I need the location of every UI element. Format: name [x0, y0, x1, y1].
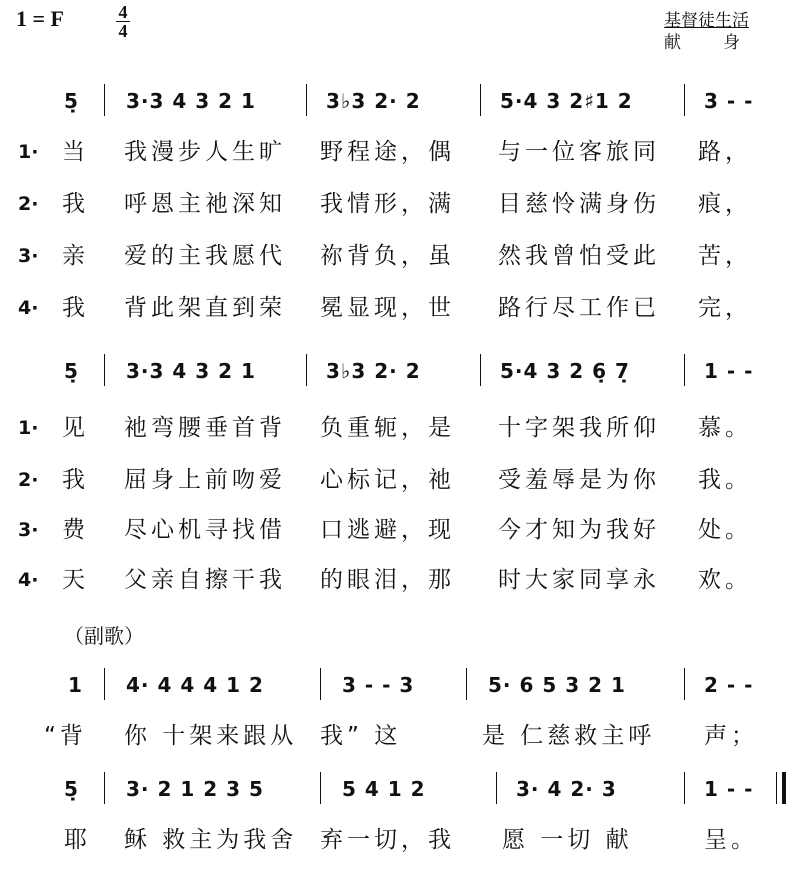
lyric-seg: 路， — [698, 139, 752, 165]
barline — [684, 84, 685, 116]
verse-number: 1· — [18, 141, 39, 163]
lyric-row — [0, 236, 801, 276]
song-title — [664, 32, 749, 54]
time-signature — [116, 4, 130, 39]
lyric-seg: 是 仁慈救主呼 — [482, 723, 656, 749]
lyric-seg: 受羞辱是为你 — [498, 467, 660, 493]
lyric-seg: 路行尽工作已 — [498, 295, 660, 321]
lyric-seg: 今才知为我好 — [498, 517, 660, 543]
lyric-row — [0, 184, 801, 224]
lyric-seg: 呈。 — [704, 827, 758, 853]
lyric-seg: 完， — [698, 295, 752, 321]
lyric-seg: 爱的主我愿代 — [124, 243, 286, 269]
verse-number: 1· — [18, 417, 39, 439]
lyric-seg: 亲 — [62, 243, 89, 269]
verse-number: 2· — [18, 193, 39, 215]
lyric-seg: 我 — [62, 467, 89, 493]
lyric-row — [0, 288, 801, 328]
lyric-seg: 十字架我所仰 — [498, 415, 660, 441]
measure-4: 1 - - — [704, 359, 754, 383]
lyric-row — [0, 460, 801, 500]
barline — [320, 772, 321, 804]
lyric-row — [0, 716, 801, 756]
source-label: 基督徒生活 — [664, 11, 749, 31]
barline — [306, 354, 307, 386]
lyric-row — [0, 510, 801, 550]
lyric-seg: 冕显现，世 — [320, 295, 455, 321]
lyric-seg: 背此架直到荣 — [124, 295, 286, 321]
title-char-2: 身 — [723, 33, 740, 53]
lyric-seg: 尽心机寻找借 — [124, 517, 286, 543]
lyric-row — [0, 408, 801, 448]
lyric-row — [0, 132, 801, 172]
measure-3: 5·4 3 2♯1 2 — [500, 89, 633, 113]
verse-number: 3· — [18, 519, 39, 541]
barline — [104, 84, 105, 116]
title-char-1: 献 — [664, 33, 681, 53]
barline — [684, 354, 685, 386]
lyric-seg: 我漫步人生旷 — [124, 139, 286, 165]
measure-3: 5·4 3 2 6̣ 7̣ — [500, 359, 630, 383]
music-row-2 — [0, 356, 801, 390]
verse-number: 4· — [18, 297, 39, 319]
lyric-seg: 口逃避，现 — [320, 517, 455, 543]
lyric-seg: 我。 — [698, 467, 752, 493]
measure-1: 3·3 4 3 2 1 — [126, 359, 256, 383]
lyric-seg: 我 — [62, 295, 89, 321]
measure-4: 2 - - — [704, 673, 754, 697]
measure-1: 3·3 4 3 2 1 — [126, 89, 256, 113]
barline — [104, 668, 105, 700]
barline — [496, 772, 497, 804]
lyric-seg: 慕。 — [698, 415, 752, 441]
lyric-seg: 祂弯腰垂首背 — [124, 415, 286, 441]
lyric-seg: 耶 — [64, 827, 91, 853]
barline — [684, 772, 685, 804]
lyric-seg: 当 — [62, 139, 89, 165]
final-barline-thin — [776, 772, 777, 804]
music-row-4 — [0, 774, 801, 808]
lyric-seg: 处。 — [698, 517, 752, 543]
lyric-seg: 野程途，偶 — [320, 139, 455, 165]
barline — [306, 84, 307, 116]
lyric-seg: 时大家同享永 — [498, 567, 660, 593]
lyric-seg: 见 — [62, 415, 89, 441]
lyric-row — [0, 820, 801, 860]
barline — [466, 668, 467, 700]
pickup-note: 5̣ — [64, 777, 79, 801]
lyric-seg: 弃一切，我 — [320, 827, 455, 853]
lyric-seg: 目慈怜满身伤 — [498, 191, 660, 217]
measure-1: 4· 4 4 4 1 2 — [126, 673, 264, 697]
lyric-seg: 欢。 — [698, 567, 752, 593]
time-signature-bottom: 4 — [118, 21, 128, 41]
lyric-seg: 天 — [62, 567, 89, 593]
barline — [480, 84, 481, 116]
measure-1: 3· 2 1 2 3 5 — [126, 777, 264, 801]
key-signature: 1 = F — [16, 6, 64, 31]
measure-4: 1 - - — [704, 777, 754, 801]
barline — [320, 668, 321, 700]
time-signature-top: 4 — [118, 2, 128, 22]
pickup-note: 5̣ — [64, 359, 79, 383]
measure-2: 3♭3 2· 2 — [326, 359, 421, 383]
lyric-seg: 父亲自擦干我 — [124, 567, 286, 593]
verse-number: 2· — [18, 469, 39, 491]
lyric-seg: 我” 这 — [320, 723, 402, 749]
lyric-seg: 稣 救主为我舍 — [124, 827, 298, 853]
pickup-note: 5̣ — [64, 89, 79, 113]
song-meta — [664, 10, 749, 54]
lyric-seg: 心标记，祂 — [320, 467, 455, 493]
verse-number: 3· — [18, 245, 39, 267]
chorus-label: （副歌） — [64, 624, 144, 648]
lyric-seg: 呼恩主祂深知 — [124, 191, 286, 217]
lyric-seg: 祢背负，虽 — [320, 243, 455, 269]
lyric-seg: 然我曾怕受此 — [498, 243, 660, 269]
lyric-seg: 愿 一切 献 — [502, 827, 633, 853]
lyric-row — [0, 560, 801, 600]
lyric-seg: 的眼泪，那 — [320, 567, 455, 593]
lyric-seg: 屈身上前吻爱 — [124, 467, 286, 493]
lyric-seg: 声； — [704, 723, 758, 749]
music-row-3 — [0, 670, 801, 704]
lyric-seg: 苦， — [698, 243, 752, 269]
music-row-1 — [0, 86, 801, 120]
lyric-seg: 痕， — [698, 191, 752, 217]
barline — [104, 354, 105, 386]
barline — [104, 772, 105, 804]
measure-2: 5 4 1 2 — [342, 777, 426, 801]
measure-3: 3· 4 2· 3 — [516, 777, 617, 801]
lyric-seg: 我情形，满 — [320, 191, 455, 217]
measure-2: 3♭3 2· 2 — [326, 89, 421, 113]
lyric-seg: “背 — [44, 723, 87, 749]
pickup-note: 1 — [68, 673, 83, 697]
measure-4: 3 - - — [704, 89, 754, 113]
barline — [684, 668, 685, 700]
measure-3: 5· 6 5 3 2 1 — [488, 673, 626, 697]
lyric-seg: 我 — [62, 191, 89, 217]
verse-number: 4· — [18, 569, 39, 591]
barline — [480, 354, 481, 386]
lyric-seg: 负重轭，是 — [320, 415, 455, 441]
lyric-seg: 与一位客旅同 — [498, 139, 660, 165]
final-barline-thick — [782, 772, 786, 804]
lyric-seg: 费 — [62, 517, 89, 543]
measure-2: 3 - - 3 — [342, 673, 415, 697]
lyric-seg: 你 十架来跟从 — [124, 723, 298, 749]
